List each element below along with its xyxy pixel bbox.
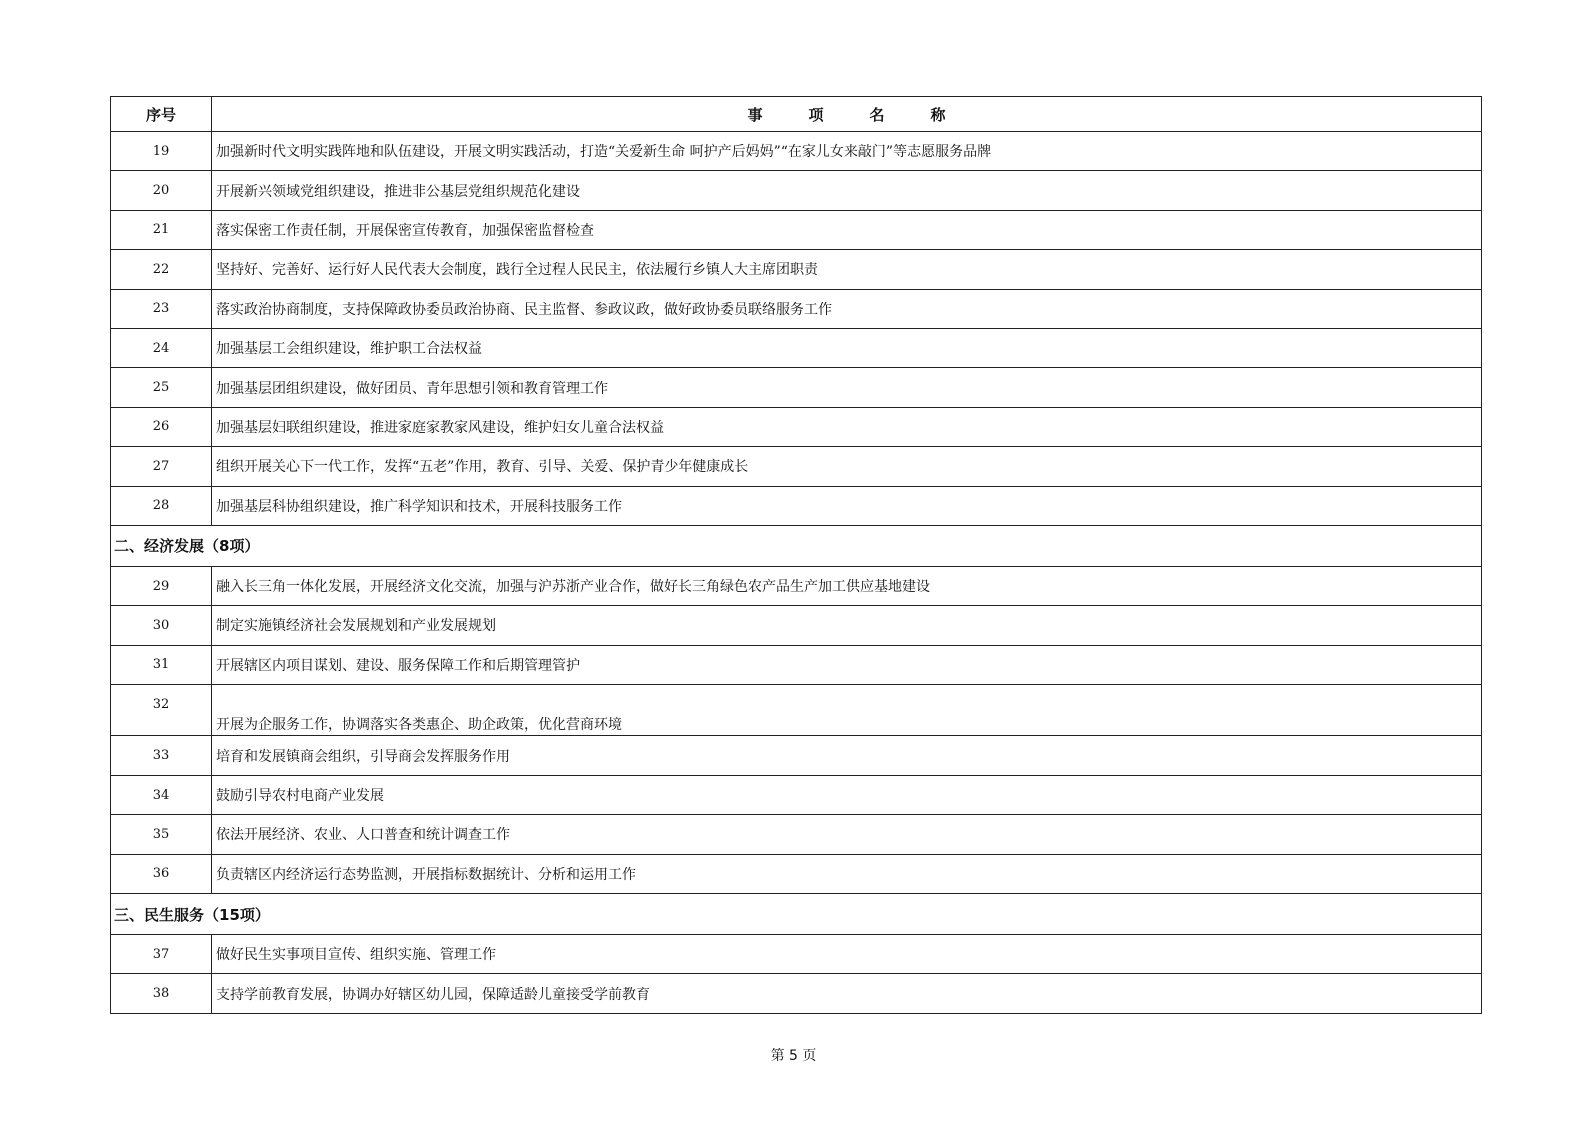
table-row — [111, 815, 1482, 854]
row-matter-name: 加强新时代文明实践阵地和队伍建设，开展文明实践活动，打造“关爱新生命 呵护产后妈妈”“在家儿女来敲门”等志愿服务品牌 — [212, 132, 1482, 171]
matters-table-sheet — [110, 96, 1481, 1014]
table-row — [111, 250, 1482, 289]
page-number: 第 5 页 — [770, 1048, 817, 1064]
section-header-row — [111, 525, 1482, 566]
row-serial-number: 22 — [111, 250, 212, 289]
row-matter-name: 支持学前教育发展，协调办好辖区幼儿园，保障适龄儿童接受学前教育 — [212, 974, 1482, 1013]
row-serial-number: 31 — [111, 645, 212, 684]
table-row — [111, 447, 1482, 486]
row-matter-name: 依法开展经济、农业、人口普查和统计调查工作 — [212, 815, 1482, 854]
row-serial-number: 29 — [111, 566, 212, 605]
table-row — [111, 328, 1482, 367]
row-matter-name: 负责辖区内经济运行态势监测，开展指标数据统计、分析和运用工作 — [212, 854, 1482, 893]
row-matter-name: 开展新兴领域党组织建设，推进非公基层党组织规范化建设 — [212, 171, 1482, 210]
table-row — [111, 606, 1482, 645]
row-serial-number: 33 — [111, 736, 212, 775]
row-matter-name: 坚持好、完善好、运行好人民代表大会制度，践行全过程人民民主，依法履行乡镇人大主席团职责 — [212, 250, 1482, 289]
row-matter-name: 加强基层妇联组织建设，推进家庭家教家风建设，维护妇女儿童合法权益 — [212, 407, 1482, 446]
row-matter-name: 开展辖区内项目谋划、建设、服务保障工作和后期管理管护 — [212, 645, 1482, 684]
row-serial-number: 38 — [111, 974, 212, 1013]
table-row — [111, 368, 1482, 407]
row-serial-number: 20 — [111, 171, 212, 210]
table-row — [111, 685, 1482, 736]
header-serial-number: 序号 — [111, 97, 212, 132]
row-serial-number: 23 — [111, 289, 212, 328]
row-serial-number: 34 — [111, 775, 212, 814]
row-serial-number: 25 — [111, 368, 212, 407]
row-matter-name: 加强基层团组织建设，做好团员、青年思想引领和教育管理工作 — [212, 368, 1482, 407]
row-matter-name: 加强基层科协组织建设，推广科学知识和技术，开展科技服务工作 — [212, 486, 1482, 525]
header-matter-name: 事项名称 — [212, 97, 1482, 132]
row-serial-number: 26 — [111, 407, 212, 446]
table-row — [111, 486, 1482, 525]
row-serial-number: 19 — [111, 132, 212, 171]
row-serial-number: 32 — [111, 685, 212, 736]
table-row — [111, 210, 1482, 249]
row-matter-name: 开展为企服务工作，协调落实各类惠企、助企政策，优化营商环境 — [212, 685, 1482, 736]
row-matter-name: 落实保密工作责任制，开展保密宣传教育，加强保密监督检查 — [212, 210, 1482, 249]
row-serial-number: 24 — [111, 328, 212, 367]
table-row — [111, 171, 1482, 210]
row-matter-name: 制定实施镇经济社会发展规划和产业发展规划 — [212, 606, 1482, 645]
row-serial-number: 21 — [111, 210, 212, 249]
table-row — [111, 775, 1482, 814]
table-row — [111, 132, 1482, 171]
table-row — [111, 289, 1482, 328]
row-matter-name: 鼓励引导农村电商产业发展 — [212, 775, 1482, 814]
row-matter-name: 落实政治协商制度，支持保障政协委员政治协商、民主监督、参政议政，做好政协委员联络服务工作 — [212, 289, 1482, 328]
row-matter-name: 融入长三角一体化发展，开展经济文化交流，加强与沪苏浙产业合作，做好长三角绿色农产品生产加工供应基地建设 — [212, 566, 1482, 605]
table-row — [111, 854, 1482, 893]
matters-table — [110, 96, 1482, 1014]
row-serial-number: 37 — [111, 935, 212, 974]
section-title: 三、民生服务（15项） — [111, 894, 1482, 935]
section-title: 二、经济发展（8项） — [111, 525, 1482, 566]
row-serial-number: 30 — [111, 606, 212, 645]
row-matter-name: 培育和发展镇商会组织，引导商会发挥服务作用 — [212, 736, 1482, 775]
table-row — [111, 935, 1482, 974]
table-row — [111, 974, 1482, 1013]
row-serial-number: 28 — [111, 486, 212, 525]
row-matter-name: 组织开展关心下一代工作，发挥“五老”作用，教育、引导、关爱、保护青少年健康成长 — [212, 447, 1482, 486]
table-row — [111, 645, 1482, 684]
row-matter-name: 做好民生实事项目宣传、组织实施、管理工作 — [212, 935, 1482, 974]
row-serial-number: 27 — [111, 447, 212, 486]
row-matter-name: 加强基层工会组织建设，维护职工合法权益 — [212, 328, 1482, 367]
table-body — [111, 132, 1482, 1014]
section-header-row — [111, 894, 1482, 935]
row-serial-number: 36 — [111, 854, 212, 893]
table-row — [111, 566, 1482, 605]
table-row — [111, 736, 1482, 775]
row-serial-number: 35 — [111, 815, 212, 854]
table-header-row — [111, 97, 1482, 132]
table-row — [111, 407, 1482, 446]
